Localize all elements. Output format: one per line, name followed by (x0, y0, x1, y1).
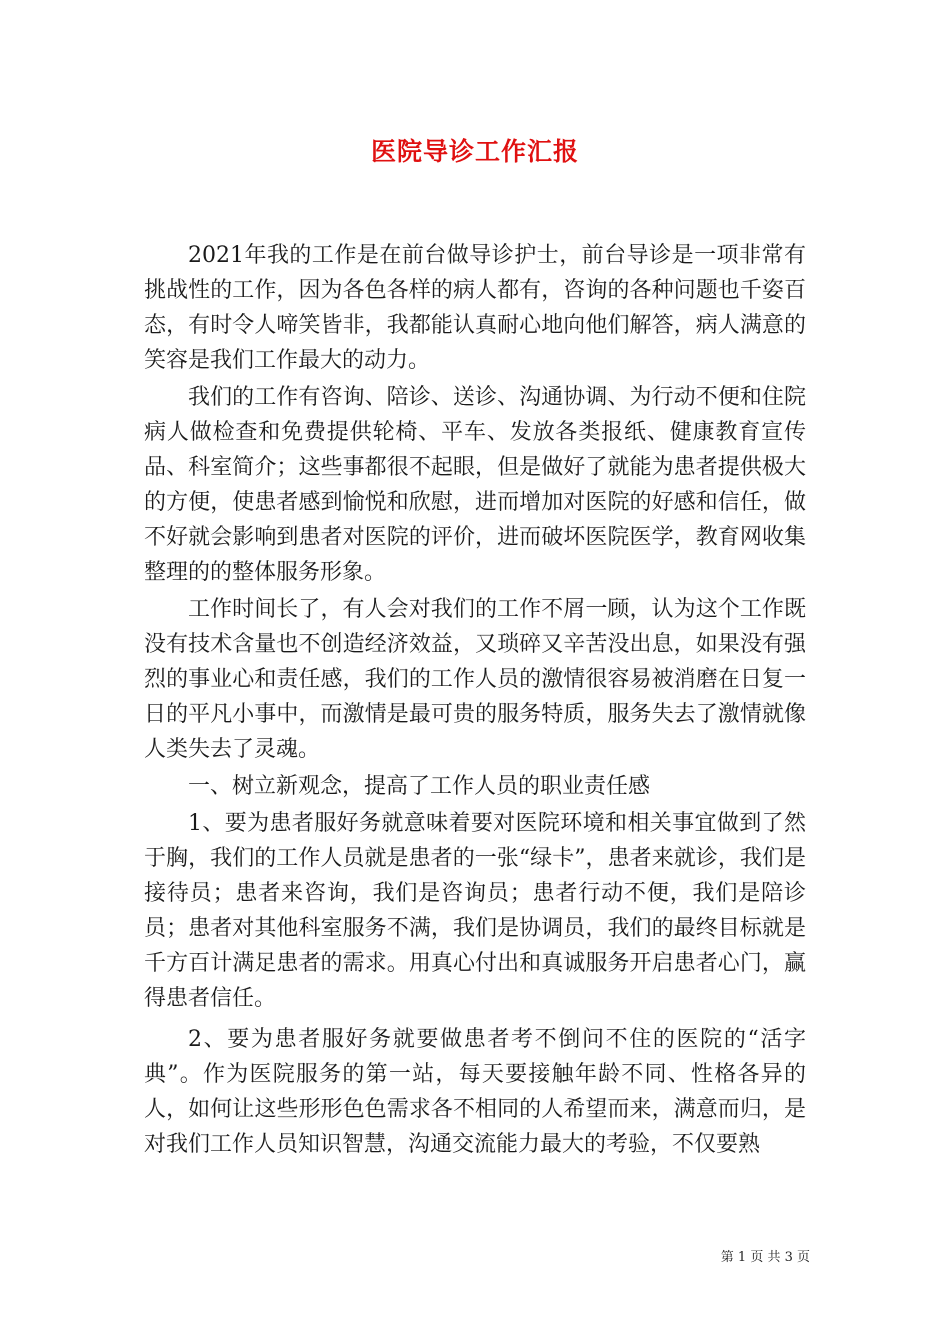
paragraph: 1、要为患者服好务就意味着要对医院环境和相关事宜做到了然于胸，我们的工作人员就是患者的一张“绿卡”，患者来就诊，我们是接待员；患者来咨询，我们是咨询员；患者行动不便，我们是陪诊员；患者对其他科室服务不满，我们是协调员，我们的最终目标就是千方百计满足患者的需求。用真心付出和真诚服务开启患者心门，赢得患者信任。 (144, 811, 806, 1011)
page-title: 医院导诊工作汇报 (370, 137, 579, 166)
paragraph: 2、要为患者服好务就要做患者考不倒问不住的医院的“活字典”。作为医院服务的第一站，每天要接触年龄不同、性格各异的人，如何让这些形形色色需求各不相同的人希望而来，满意而归，是对我们工作人员知识智慧，沟通交流能力最大的考验，不仅要熟 (144, 1027, 806, 1157)
section-heading: 一、树立新观念，提高了工作人员的职业责任感 (188, 774, 651, 799)
page-number: 第 1 页 共 3 页 (720, 1250, 810, 1265)
paragraph: 我们的工作有咨询、陪诊、送诊、沟通协调、为行动不便和住院病人做检查和免费提供轮椅、平车、发放各类报纸、健康教育宣传品、科室简介；这些事都很不起眼，但是做好了就能为患者提供极大的方便，使患者感到愉悦和欣慰，进而增加对医院的好感和信任，做不好就会影响到患者对医院的评价，进而破坏医院医学，教育网收集整理的的整体服务形象。 (144, 385, 806, 585)
document-body (144, 238, 806, 1162)
paragraph: 工作时间长了，有人会对我们的工作不屑一顾，认为这个工作既没有技术含量也不创造经济效益，又琐碎又辛苦没出息，如果没有强烈的事业心和责任感，我们的工作人员的激情很容易被消磨在日复一日的平凡小事中，而激情是最可贵的服务特质，服务失去了激情就像人类失去了灵魂。 (144, 597, 806, 762)
paragraph: 2021年我的工作是在前台做导诊护士，前台导诊是一项非常有挑战性的工作，因为各色各样的病人都有，咨询的各种问题也千姿百态，有时令人啼笑皆非，我都能认真耐心地向他们解答，病人满意的笑容是我们工作最大的动力。 (144, 243, 806, 373)
